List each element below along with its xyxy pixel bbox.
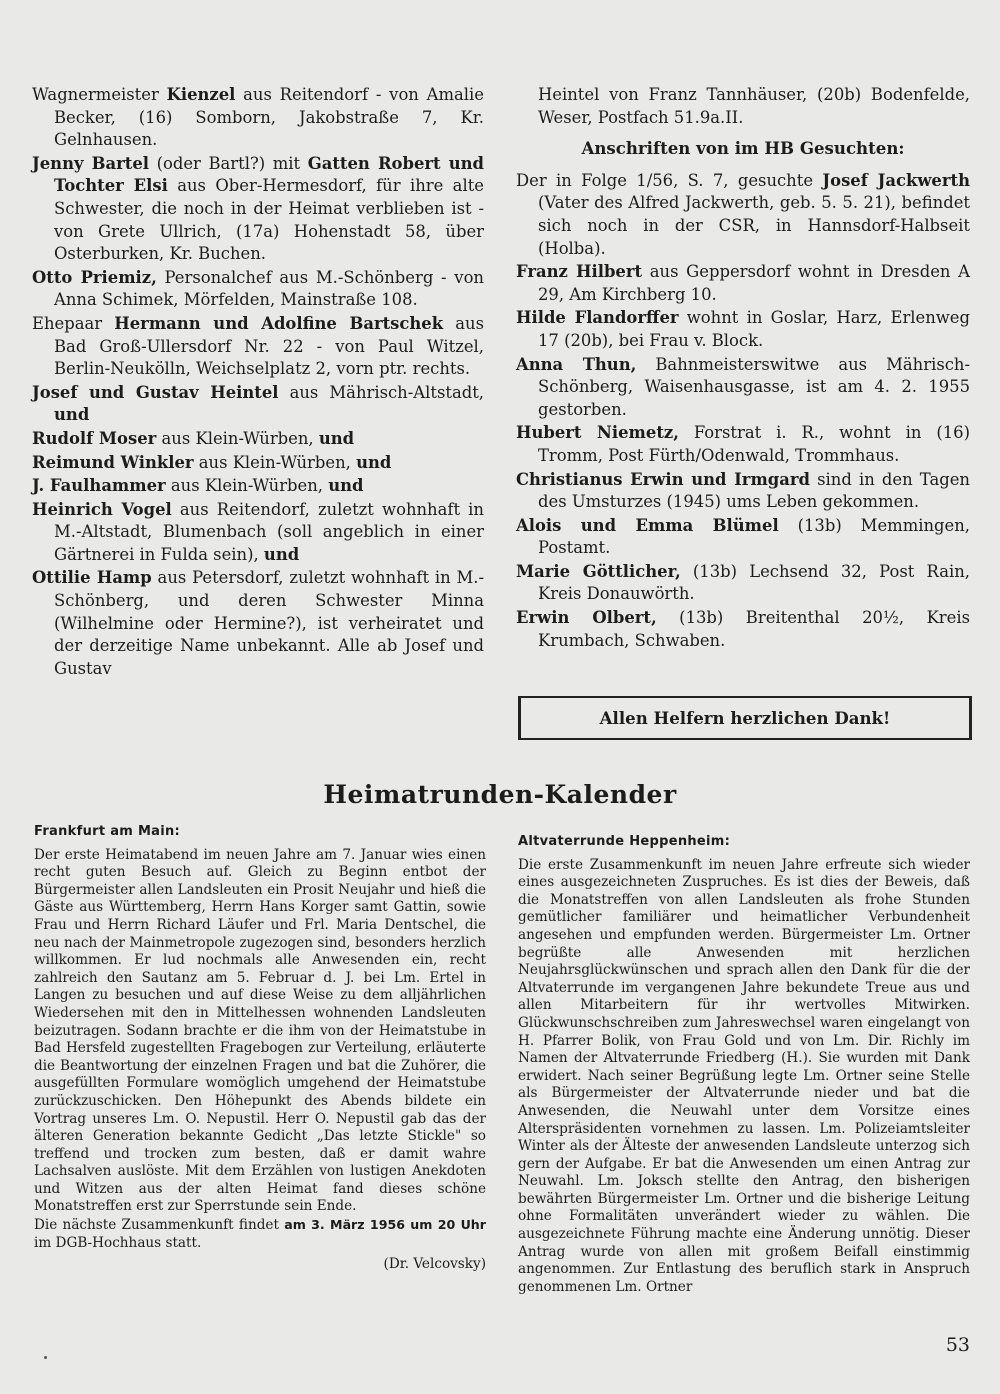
section-heading: Anschriften von im HB Gesuchten:: [581, 138, 905, 159]
entry-8: [32, 475, 484, 498]
entry-prefix: Ehepaar: [32, 313, 115, 333]
entry-prefix: Wagnermeister: [32, 85, 167, 104]
entry-1: [32, 84, 484, 152]
conjunction: und: [263, 544, 300, 564]
frankfurt-next-meeting: [34, 1216, 486, 1252]
address-entry-5: [516, 422, 970, 467]
person-name: Heinrich Vogel: [32, 499, 172, 519]
entry-text: Personalchef aus M.-Schönberg - von Anna Schimek, Mörfelden, Mainstraße 108.: [54, 267, 484, 310]
conjunction: und: [318, 428, 355, 448]
person-name: Reimund Winkler: [32, 452, 194, 472]
page-number: 53: [945, 1334, 970, 1356]
person-name: Alois und Emma Blümel: [516, 515, 779, 535]
print-speck: [44, 1356, 47, 1359]
person-name: Josef und Gustav Heintel: [32, 382, 279, 402]
entry-text: (13b) Breitenthal 20½, Kreis Krumbach, Schwaben.: [538, 608, 970, 650]
address-entry-3: [516, 307, 970, 352]
frankfurt-heading: Frankfurt am Main:: [34, 824, 181, 839]
person-name: Ottilie Hamp: [32, 568, 152, 588]
address-entry-4: [516, 354, 970, 422]
entry-text: (oder Bartl?) mit: [148, 153, 308, 173]
heppenheim-heading: Altvaterrunde Heppenheim:: [518, 834, 731, 849]
person-name: Christianus Erwin und Irmgard: [516, 469, 810, 489]
entry-text: Bahnmeisterswitwe aus Mährisch-Schönberg, Waisenhausgasse, ist am 4. 2. 1955 gestorben.: [538, 354, 970, 419]
person-name: Kienzel: [166, 85, 236, 104]
entry-text: wohnt in Goslar, Harz, Erlenweg 17 (20b), bei Frau v. Block.: [538, 308, 971, 350]
address-entry-1: [516, 170, 970, 260]
intro-text: Heintel von Franz Tannhäuser, (20b) Bodenfelde, Weser, Postfach 51.9a.II.: [538, 85, 970, 127]
entry-text: (Vater des Alfred Jackwerth, geb. 5. 5. 21), befindet sich noch in der CSR, in Hannsdorf-Halbseit (Holba).: [538, 193, 970, 258]
frankfurt-signature: (Dr. Velcovsky): [383, 1256, 486, 1273]
address-entry-8: [516, 561, 970, 606]
person-name: Erwin Olbert,: [516, 608, 657, 628]
conjunction: und: [356, 452, 392, 472]
person-name: Rudolf Moser: [32, 428, 157, 448]
person-name: Hilde Flandorffer: [516, 308, 679, 328]
person-name: J. Faulhammer: [32, 476, 166, 496]
entry-5: [32, 382, 484, 427]
person-name: Josef Jackwerth: [822, 170, 970, 190]
entry-3: [32, 267, 484, 312]
person-name: Otto Priemiz,: [32, 267, 157, 287]
heppenheim-report: [518, 833, 970, 1296]
entry-10: [32, 567, 484, 680]
next-meeting-suffix: im DGB-Hochhaus statt.: [34, 1234, 202, 1251]
address-entry-2: [516, 261, 970, 306]
missing-persons-left-column: [32, 84, 484, 681]
entry-text: aus Klein-Würben,: [165, 476, 329, 496]
person-name-2: Gatten Robert und Tochter Elsi: [54, 153, 484, 196]
heppenheim-body: Die erste Zusammenkunft im neuen Jahre erfreute sich wieder eines ausgezeichneten Zuspruches. Es ist dies der Beweis, daß die Monatstreffen von allen Landsleuten als frohe Stunden gemütlicher familiärer und heimatlicher Verbundenheit angesehen und empfunden werden. Bürgermeister Lm. Ortner begrüßte alle Anwesenden mit herzlichen Neujahrsglückwünschen und sprach allen den Dank für die der Altvaterrunde im vergangenen Jahre bekundete Treue aus und allen Mitarbeitern für ihr wertvolles Mitwirken. Glückwunschschreiben zum Jahreswechsel waren eingelangt von H. Pfarrer Bolik, von Frau Gold und von Lm. Dir. Richly im Namen der Altvaterrunde Friedberg (H.). Sie wurden mit Dank erwidert. Nach seiner Begrüßung legte Lm. Ortner seine Stelle als Bürgermeister der Altvaterrunde nieder und bat die Anwesenden, die Neuwahl unter dem Vorsitze eines Alterspräsidenten vornehmen zu lassen. Lm. Polizeiamtsleiter Winter als der Älteste der anwesenden Landsleute unterzog sich gern der Aufgabe. Er bat die Anwesenden um einen Antrag zur Neuwahl. Lm. Joksch stellte den Antrag, den bisherigen bewährten Bürgermeister Lm. Ortner und die bisherige Leitung ohne Formalitäten unverändert wieder zu wählen. Die ausgezeichnete Führung machte eine Änderung unnötig. Dieser Antrag wurde von allen mit großem Beifall einstimmig angenommen. Zur Entlastung des beruflich stark in Anspruch genommenen Lm. Ortner: [518, 856, 970, 1295]
calendar-title: Heimatrunden-Kalender: [323, 780, 677, 809]
entry-text: sind in den Tagen des Umsturzes (1945) ums Leben gekommen.: [538, 469, 970, 512]
entry-2: [32, 153, 484, 266]
address-entry-7: [516, 515, 970, 560]
person-name: Hermann und Adolfine Bartschek: [114, 313, 444, 333]
entry-text: (13b) Lechsend 32, Post Rain, Kreis Donauwörth.: [538, 561, 971, 604]
address-entry-9: [516, 607, 970, 652]
conjunction: und: [54, 405, 90, 425]
entry-text-2: aus Ober-Hermesdorf, für ihre alte Schwester, die noch in der Heimat verblieben ist - von Grete Ullrich, (17a) Hohenstadt 58, über Osterburken, Kr. Buchen.: [54, 176, 484, 264]
entry-text: aus Bad Groß-Ullersdorf Nr. 22 - von Paul Witzel, Berlin-Neukölln, Weichselplatz 2, vorn ptr. rechts.: [54, 313, 484, 379]
address-entry-6: [516, 469, 970, 514]
addresses-right-column: [516, 84, 970, 653]
next-meeting-prefix: Die nächste Zusammenkunft findet: [34, 1217, 285, 1234]
next-meeting-date: am 3. März 1956 um 20 Uhr: [284, 1217, 486, 1233]
person-name: Franz Hilbert: [516, 262, 643, 282]
entry-text: aus Geppersdorf wohnt in Dresden A 29, Am Kirchberg 10.: [538, 262, 970, 304]
entry-9: [32, 499, 484, 567]
entry-4: [32, 313, 484, 381]
conjunction: und: [328, 476, 364, 496]
person-name: Jenny Bartel: [32, 153, 149, 173]
entry-text: aus Klein-Würben,: [156, 428, 319, 448]
entry-text: aus Petersdorf, zuletzt wohnhaft in M.-Schönberg, und deren Schwester Minna (Wilhelmine oder Hermine?), ist verheiratet und der derzeitige Name unbekannt. Alle ab Josef und Gustav: [54, 568, 484, 678]
entry-text: aus Klein-Würben,: [193, 452, 357, 472]
entry-text: Forstrat i. R., wohnt in (16) Tromm, Post Fürth/Odenwald, Trommhaus.: [538, 423, 970, 465]
frankfurt-report: [34, 823, 486, 1274]
entry-6: [32, 428, 484, 451]
entry-text: aus Reitendorf - von Amalie Becker, (16) Somborn, Jakobstraße 7, Kr. Gelnhausen.: [54, 85, 484, 150]
entry-7: [32, 452, 484, 475]
frankfurt-body: Der erste Heimatabend im neuen Jahre am 7. Januar wies einen recht guten Besuch auf. Gleich zu Beginn entbot der Bürgermeister allen Landsleuten ein Prosit Neujahr und hieß die Gäste aus Württemberg, Herrn Hans Korger samt Gattin, sowie Frau und Herrn Richard Läufer und Frl. Maria Dentschel, die neu nach der Mainmetropole zugezogen sind, besonders herzlich willkommen. Er lud nochmals alle Anwesenden ein, recht zahlreich den Sautanz am 5. Februar d. J. bei Lm. Ertel in Langen zu besuchen und auf diese Weise zu dem alljährlichen Wiedersehen mit den in Mittelhessen wohnenden Landsleuten beizutragen. Sodann brachte er die ihm von der Heimatstube in Bad Hersfeld zugestellten Fragebogen zur Verteilung, erläuterte die Beantwortung der einzelnen Fragen und bat die Zuhörer, die ausgefüllten Formulare womöglich umgehend der Heimatstube zurückzuschicken. Den Höhepunkt des Abends bildete ein Vortrag unseres Lm. O. Nepustil. Herr O. Nepustil gab das der älteren Generation bekannte Gedicht „Das letzte Stickle" so treffend und trocken zum besten, daß er damit wahre Lachsalven auslöste. Mit dem Erzählen von lustigen Anekdoten und Witzen aus der alten Heimat fand dieses schöne Monatstreffen erst zur Sperrstunde sein Ende.: [34, 846, 486, 1215]
thanks-box: Allen Helfern herzlichen Dank!: [518, 696, 972, 740]
entry-text: (13b) Memmingen, Postamt.: [538, 515, 970, 558]
entry-text: aus Reitendorf, zuletzt wohnhaft in M.-Altstadt, Blumenbach (soll angeblich in einer Gärtnerei in Fulda sein),: [54, 499, 484, 564]
person-name: Anna Thun,: [516, 354, 637, 374]
person-name: Marie Göttlicher,: [516, 561, 681, 581]
entry-prefix: Der in Folge 1/56, S. 7, gesuchte: [516, 170, 823, 190]
person-name: Hubert Niemetz,: [516, 423, 679, 443]
entry-text: aus Mährisch-Altstadt,: [278, 382, 485, 402]
